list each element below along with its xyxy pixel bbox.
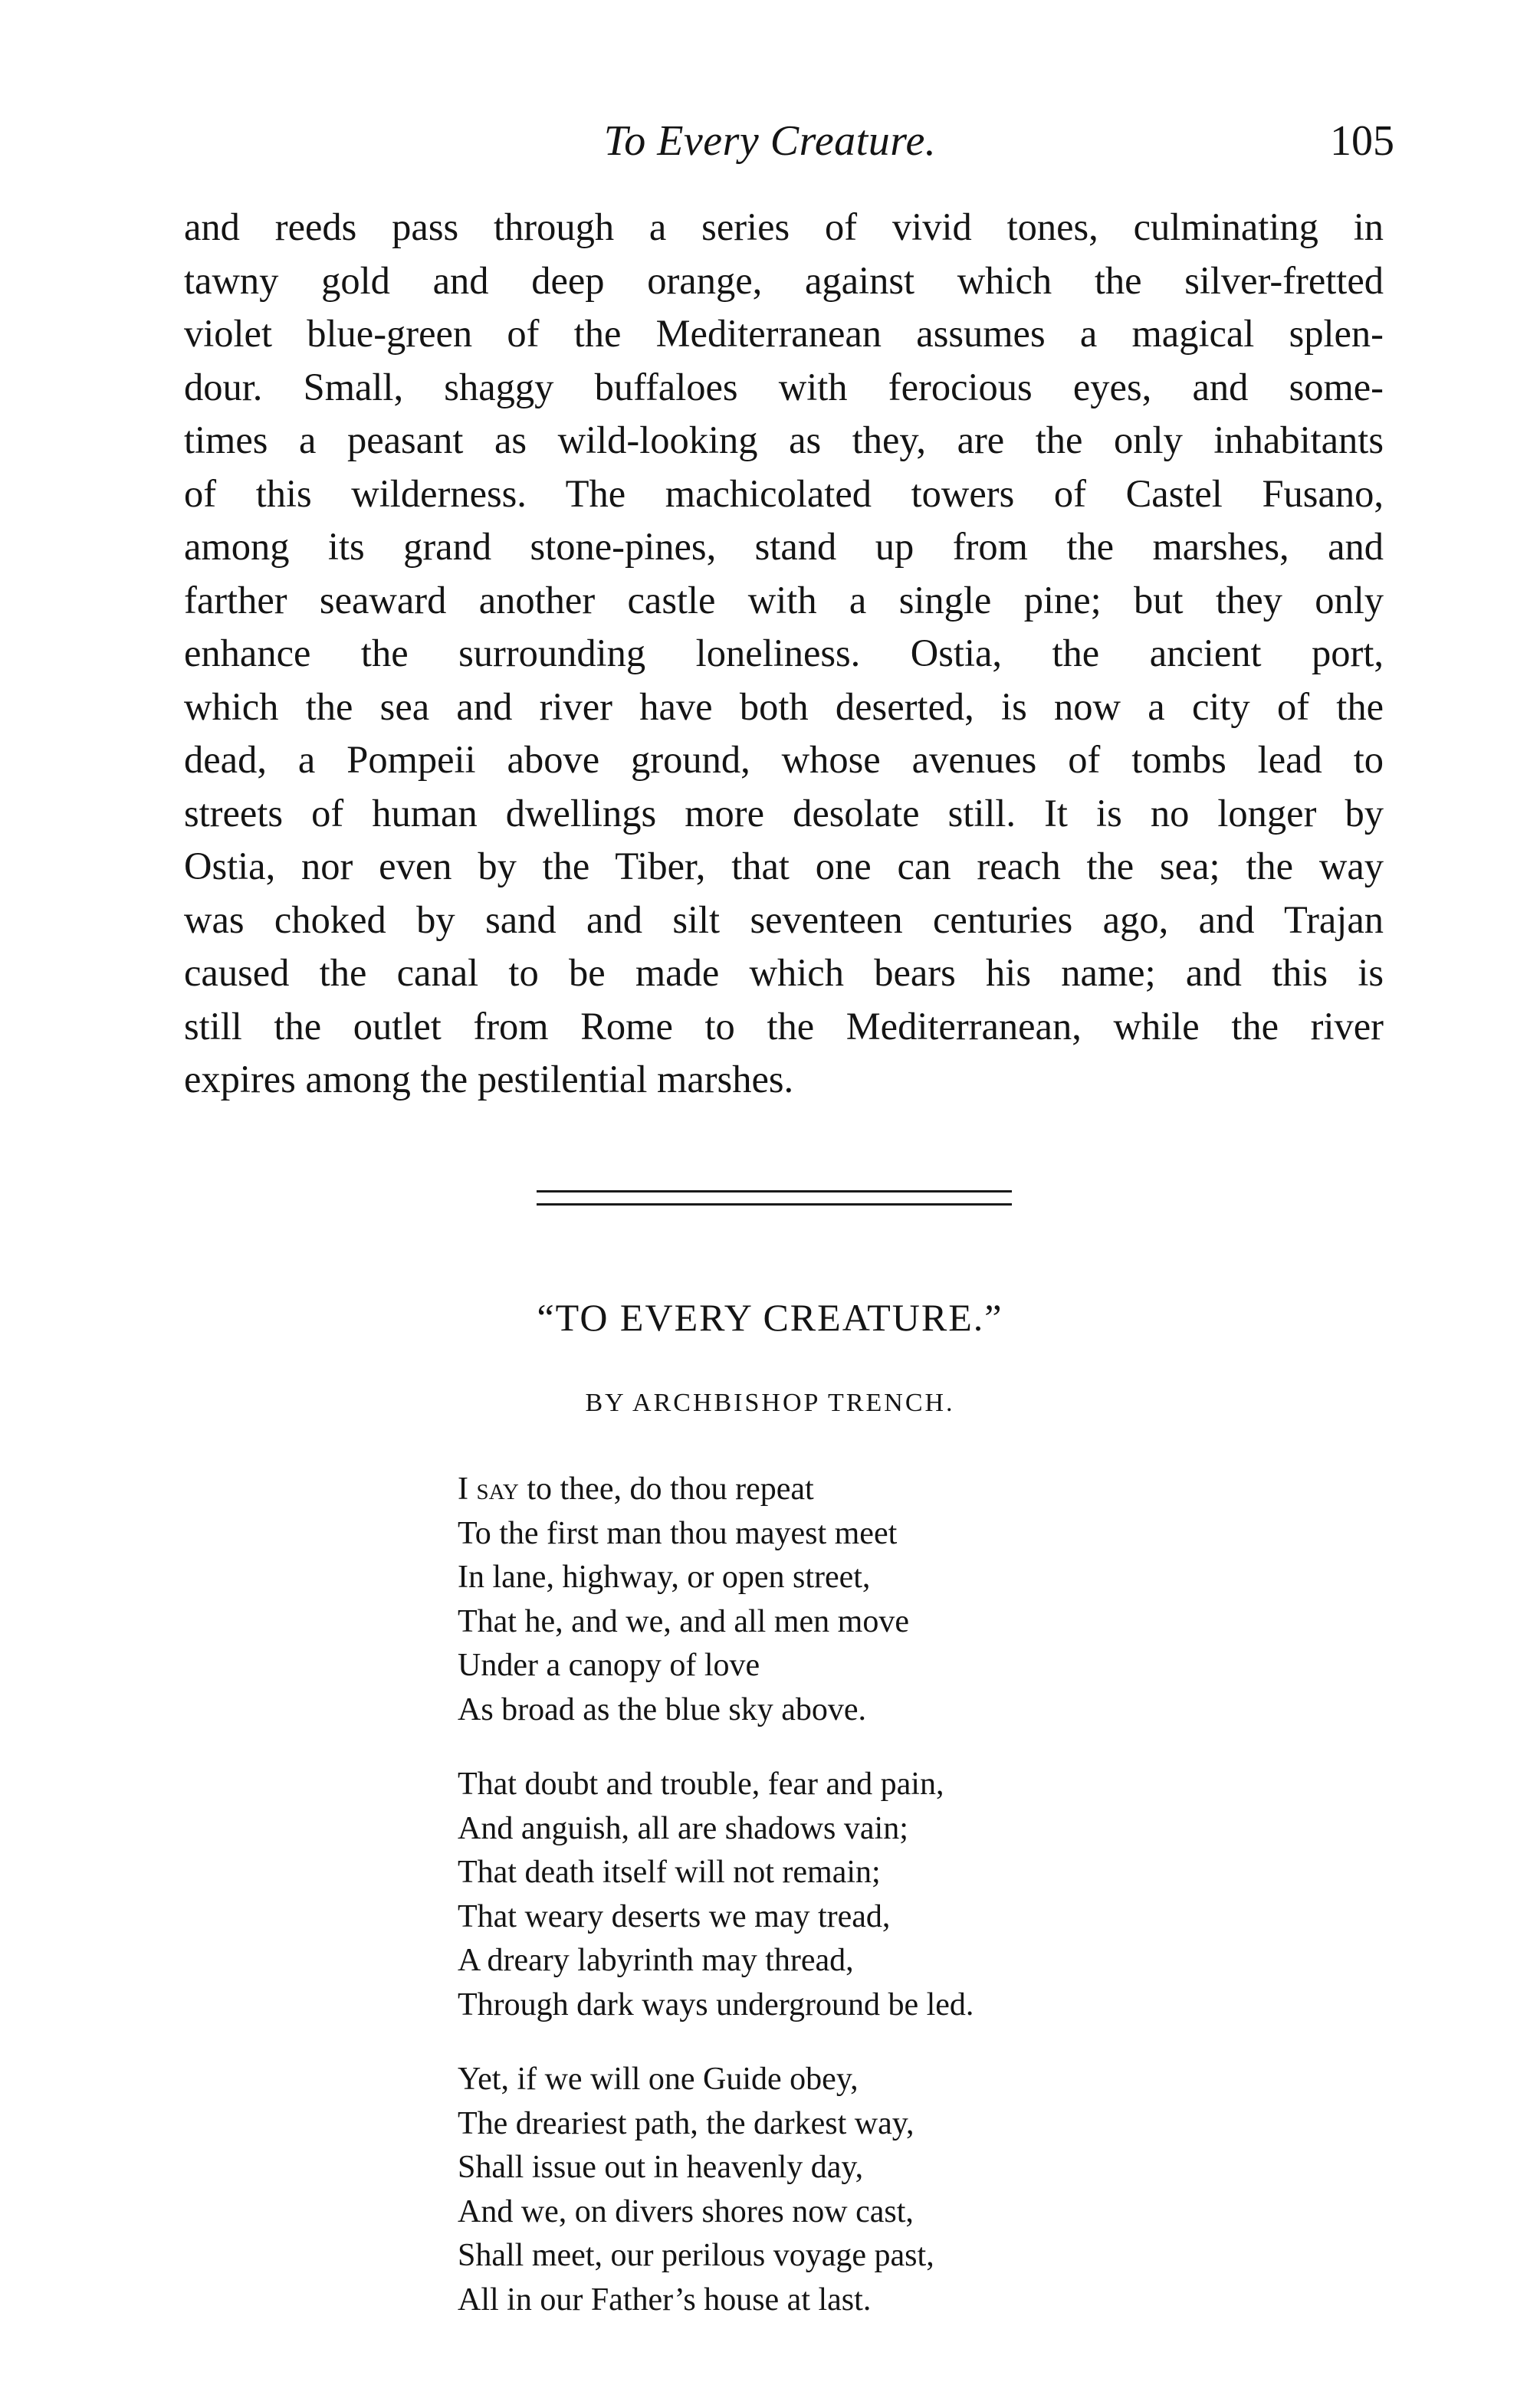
prose-line: streets of human dwellings more desolate still. It is no longer by [184, 791, 1384, 835]
verse-line: The dreariest path, the darkest way, [458, 2105, 914, 2141]
prose-line: dour. Small, shaggy buffaloes with ferocious eyes, and some- [184, 365, 1384, 408]
verse-line-rest: to thee, do thou repeat [527, 1471, 814, 1507]
verse-line: That weary deserts we may tread, [458, 1898, 891, 1934]
verse-line: All in our Father’s house at last. [458, 2282, 872, 2318]
verse-line [458, 1468, 1377, 1512]
poem-stanza [458, 1468, 1377, 1732]
prose-line: farther seaward another castle with a single pine; but they only [184, 578, 1384, 622]
verse-line: Through dark ways underground be led. [458, 1986, 974, 2023]
poem-title: “TO EVERY CREATURE.” [537, 1296, 1003, 1339]
verse-line: Under a canopy of love [458, 1648, 760, 1683]
verse-line: That he, and we, and all men move [458, 1603, 909, 1639]
prose-line: dead, a Pompeii above ground, whose avenues of tombs lead to [184, 738, 1384, 781]
prose-line: enhance the surrounding loneliness. Ostia, the ancient port, [184, 632, 1384, 674]
prose-line: which the sea and river have both deserted, is now a city of the [184, 684, 1384, 728]
verse-line: As broad as the blue sky above. [458, 1691, 867, 1727]
poem-body [458, 1468, 1377, 2353]
running-title: To Every Creature. [603, 117, 937, 165]
verse-line: Yet, if we will one Guide obey, [458, 2062, 859, 2097]
prose-line: was choked by sand and silt seventeen centuries ago, and Trajan [184, 897, 1384, 941]
verse-line: To the first man thou mayest meet [458, 1515, 898, 1551]
verse-line: In lane, highway, or open street, [458, 1560, 871, 1595]
prose-line: times a peasant as wild-looking as they, are the only inhabitants [184, 418, 1384, 461]
verse-line: And we, on divers shores now cast, [458, 2193, 914, 2229]
page-number: 105 [1330, 117, 1394, 165]
prose-line: tawny gold and deep orange, against which the silver-fretted [184, 258, 1384, 302]
verse-line: And anguish, all are shadows vain; [458, 1810, 908, 1846]
verse-line: That death itself will not remain; [458, 1855, 881, 1890]
prose-line: violet blue-green of the Mediterranean assumes a magical splen- [184, 312, 1384, 355]
verse-line: Shall meet, our perilous voyage past, [458, 2238, 934, 2273]
prose-line: Ostia, nor even by the Tiber, that one can reach the sea; the way [184, 845, 1384, 887]
prose-line: still the outlet from Rome to the Mediterranean, while the river [184, 1004, 1384, 1048]
poem-stanza [458, 1763, 1377, 2027]
running-head [0, 116, 1540, 170]
poem-stanza [458, 2058, 1377, 2322]
verse-line: Shall issue out in heavenly day, [458, 2150, 864, 2185]
prose-line: expires among the pestilential marshes. [184, 1058, 794, 1101]
section-divider-rule [537, 1190, 1012, 1206]
verse-line: A dreary labyrinth may thread, [458, 1943, 854, 1978]
prose-line: among its grand stone-pines, stand up from the marshes, and [184, 525, 1384, 568]
verse-line: That doubt and trouble, fear and pain, [458, 1767, 944, 1802]
poem-byline: BY ARCHBISHOP TRENCH. [585, 1389, 955, 1417]
prose-line: caused the canal to be made which bears his name; and this is [184, 951, 1384, 994]
verse-first-word: I say [458, 1471, 519, 1507]
prose-line: and reeds pass through a series of vivid tones, culminating in [184, 205, 1384, 248]
prose-line: of this wilderness. The machicolated towers of Castel Fusano, [184, 471, 1384, 515]
prose-paragraph [184, 201, 1384, 1107]
